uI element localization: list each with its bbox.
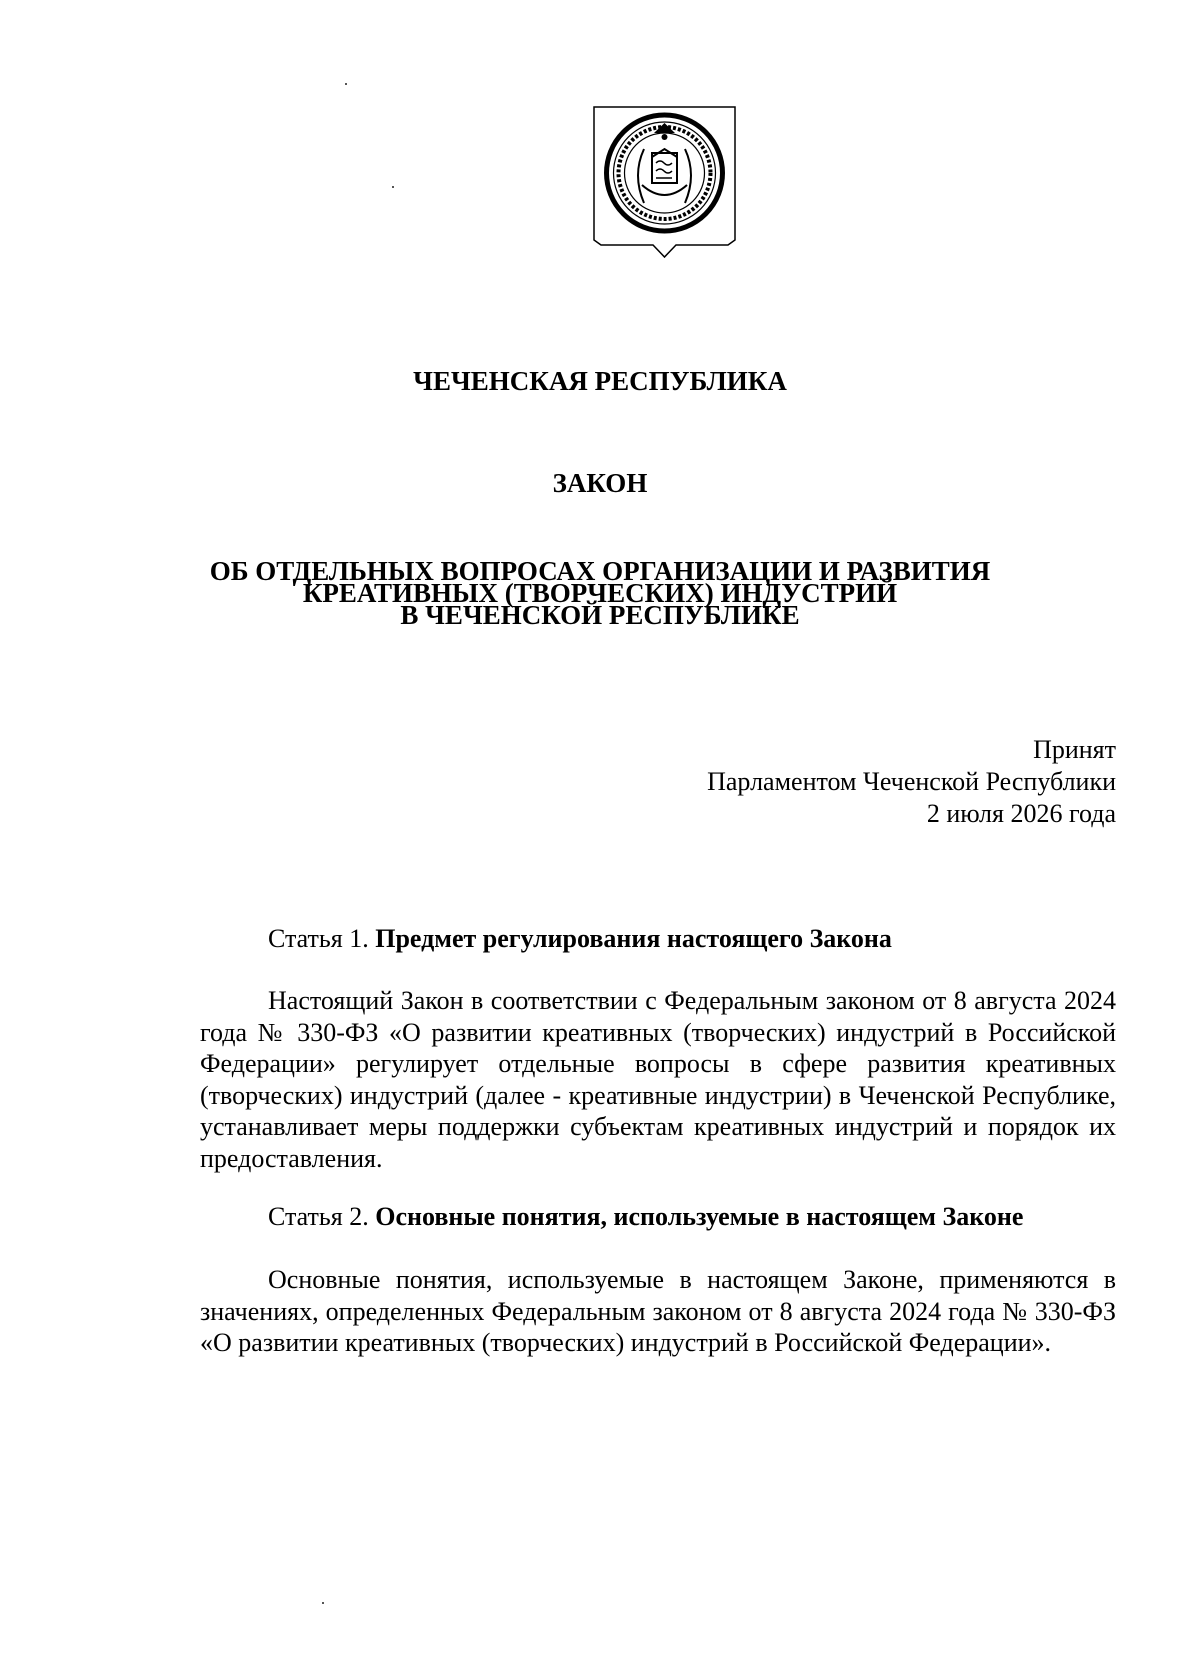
law-title <box>0 556 1200 630</box>
law-title-line: ОБ ОТДЕЛЬНЫХ ВОПРОСАХ ОРГАНИЗАЦИИ И РАЗВИТИЯ <box>209 556 991 586</box>
law-title-line: В ЧЕЧЕНСКОЙ РЕСПУБЛИКЕ <box>400 600 800 630</box>
article-title: Основные понятия, используемые в настоящем Законе <box>375 1202 1024 1231</box>
article-1-heading <box>268 924 892 954</box>
article-2-heading <box>268 1202 1023 1232</box>
adoption-block <box>707 734 1116 830</box>
law-title-line: КРЕАТИВНЫХ (ТВОРЧЕСКИХ) ИНДУСТРИЙ <box>302 578 898 608</box>
republic-heading: ЧЕЧЕНСКАЯ РЕСПУБЛИКА <box>413 366 787 396</box>
adoption-body: Парламентом Чеченской Республики <box>707 767 1116 796</box>
adoption-date: 2 июля 2026 года <box>926 799 1116 828</box>
article-2-text: Основные понятия, используемые в настоящем Законе, применяются в значениях, определенных Федеральным законом от 8 августа 2024 года № 330-ФЗ «О развитии креативных (творческих) индустрий в Российской Федерации». <box>200 1265 1116 1357</box>
article-title: Предмет регулирования настоящего Закона <box>375 924 892 953</box>
article-1-text: Настоящий Закон в соответствии с Федеральным законом от 8 августа 2024 года № 330-ФЗ «О развитии креативных (творческих) индустрий в Российской Федерации» регулирует отдельные вопросы в сфере развития креативных (творческих) индустрий (далее - креативные индустрии) в Чеченской Республике, устанавливает меры поддержки субъектам креативных индустрий и порядок их предоставления. <box>200 986 1116 1173</box>
article-number: Статья 2. <box>268 1202 369 1231</box>
adoption-label: Принят <box>1033 735 1116 764</box>
article-number: Статья 1. <box>268 924 369 953</box>
coat-of-arms-icon <box>592 105 737 262</box>
document-type: ЗАКОН <box>552 468 648 498</box>
